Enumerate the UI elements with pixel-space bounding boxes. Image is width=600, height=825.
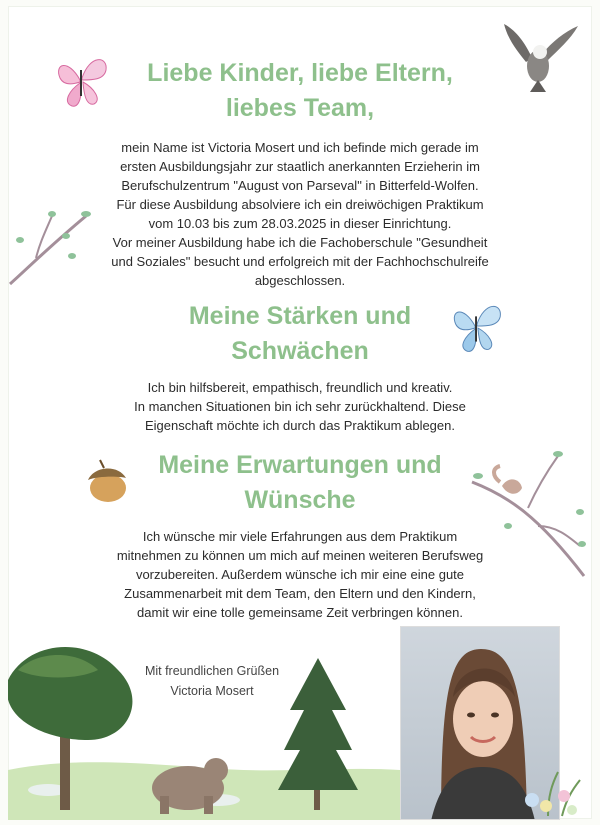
expectations-line: mitnehmen zu können um mich auf meinen weiteren Berufsweg — [116, 548, 484, 563]
greeting-line-2: liebes Team, — [225, 94, 375, 122]
expectations-title-line-1: Meine Erwartungen und — [158, 451, 442, 479]
expectations-title-line-2: Wünsche — [244, 486, 356, 514]
intro-line: ersten Ausbildungsjahr zur staatlich anerkannten Erzieherin im — [120, 159, 480, 174]
intro-line: Für diese Ausbildung absolviere ich ein dreiwöchigen Praktikum — [116, 197, 484, 212]
intro-line: Vor meiner Ausbildung habe ich die Fachoberschule "Gesundheit — [112, 235, 488, 250]
squirrel-icon — [468, 446, 588, 586]
greeting-line-1: Liebe Kinder, liebe Eltern, — [147, 59, 453, 87]
bird-icon — [496, 18, 582, 94]
intro-line: abgeschlossen. — [254, 273, 346, 288]
strengths-title — [0, 299, 600, 369]
intro-line: und Soziales" besucht und erfolgreich mit der Fachhochschulreife — [111, 254, 489, 269]
closing-salutation: Mit freundlichen Grüßen — [144, 664, 280, 678]
intro-line: mein Name ist Victoria Mosert und ich befinde mich gerade im — [121, 140, 479, 155]
intro-line: Berufschulzentrum "August von Parseval" in Bitterfeld-Wolfen. — [121, 178, 479, 193]
closing-signature-name: Victoria Mosert — [170, 684, 254, 698]
flowers-icon — [518, 766, 584, 818]
butterfly-pink-icon — [50, 50, 114, 114]
strengths-title-line-1: Meine Stärken und — [188, 302, 412, 330]
butterfly-blue-icon — [446, 296, 508, 360]
expectations-line: Ich wünsche mir viele Erfahrungen aus dem Praktikum — [142, 529, 458, 544]
expectations-line: Zusammenarbeit mit dem Team, den Eltern und den Kindern, — [124, 586, 476, 601]
intro-line: vom 10.03 bis zum 28.03.2025 in dieser Einrichtung. — [148, 216, 452, 231]
strengths-title-line-2: Schwächen — [231, 337, 369, 365]
landscape-illustration — [8, 640, 400, 820]
branch-icon — [6, 196, 98, 288]
expectations-line: damit wir eine tolle gemeinsame Zeit verbringen können. — [137, 605, 463, 620]
strengths-line: In manchen Situationen bin ich sehr zurückhaltend. Diese — [134, 399, 466, 414]
intro-paragraph — [80, 138, 520, 290]
expectations-paragraph — [80, 527, 520, 622]
strengths-line: Ich bin hilfsbereit, empathisch, freundlich und kreativ. — [147, 380, 453, 395]
expectations-line: vorzubereiten. Außerdem wünsche ich mir eine eine gute — [135, 567, 465, 582]
acorn-icon — [80, 458, 132, 506]
strengths-line: Eigenschaft möchte ich durch das Praktikum ablegen. — [144, 418, 455, 433]
strengths-paragraph — [80, 378, 520, 435]
